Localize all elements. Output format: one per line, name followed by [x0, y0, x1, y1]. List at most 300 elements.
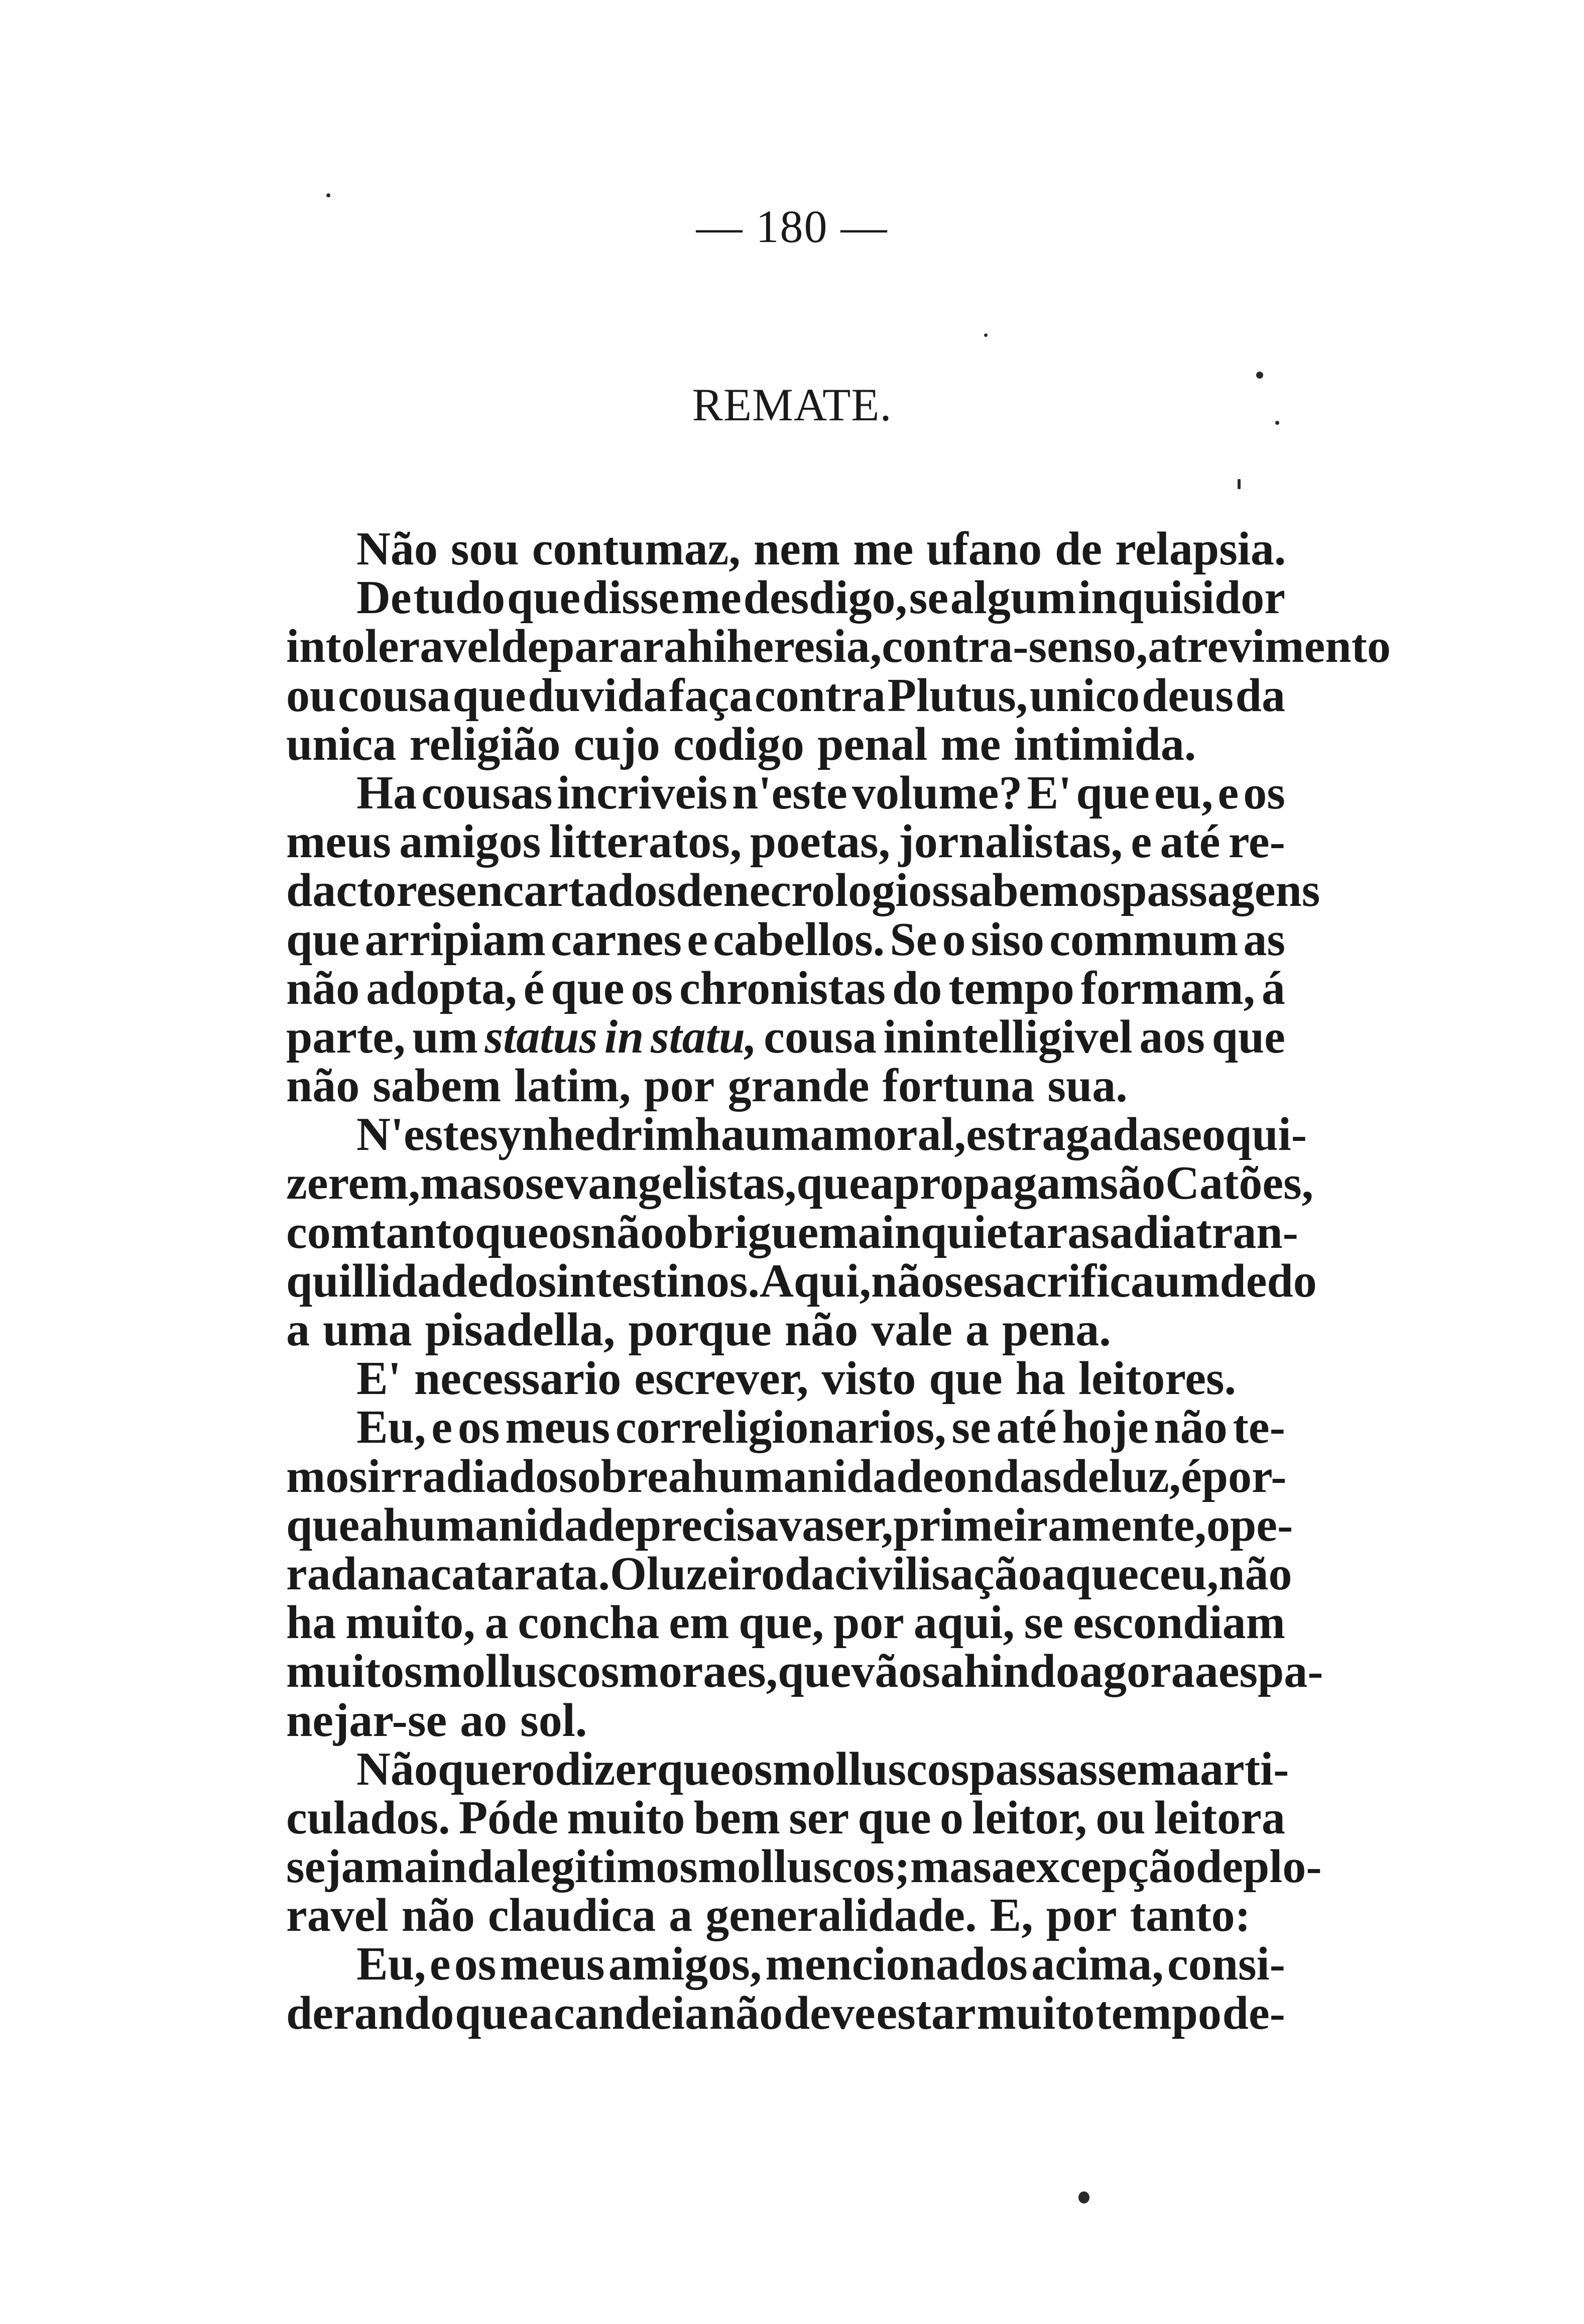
- word: cousas: [421, 766, 553, 819]
- word: molluscos: [772, 1742, 969, 1795]
- word: mos: [286, 1450, 368, 1502]
- word: me: [853, 523, 914, 575]
- word: de: [1055, 523, 1103, 575]
- word: deplo-: [1195, 1840, 1322, 1893]
- word: primeiramente,: [893, 1498, 1206, 1551]
- text-line: [286, 1696, 1285, 1745]
- word: necrologios: [723, 864, 950, 917]
- text-line: [286, 1254, 1317, 1307]
- text-line: [286, 1598, 1285, 1647]
- word: sou: [450, 523, 519, 575]
- word: uma: [744, 1108, 834, 1161]
- word: não: [1154, 1401, 1228, 1454]
- word: a: [359, 1498, 384, 1551]
- word: a: [668, 1450, 692, 1502]
- text-line: [286, 1010, 1285, 1063]
- word: Plutus,: [887, 669, 1028, 722]
- word: N'este: [356, 1108, 480, 1161]
- ink-speck: [1275, 421, 1279, 425]
- word: tempo: [1095, 1987, 1222, 2039]
- word: encartados: [455, 864, 676, 917]
- word: não: [784, 1304, 859, 1356]
- word: vão: [851, 1645, 922, 1698]
- word: dactores: [286, 864, 456, 917]
- word: status: [484, 1010, 598, 1063]
- word: penal: [817, 718, 928, 770]
- word: é: [523, 962, 545, 1014]
- text-line: [286, 720, 1285, 769]
- word: espa-: [1218, 1645, 1323, 1698]
- word: inquietar: [881, 1206, 1068, 1258]
- word: quero: [437, 1742, 555, 1795]
- text-line: [286, 1157, 1314, 1210]
- text-line: [286, 1547, 1292, 1600]
- word: os: [454, 1938, 497, 1991]
- word: de-: [1222, 1987, 1285, 2039]
- word: concha: [518, 1596, 660, 1649]
- word: deparar: [501, 620, 664, 673]
- word: se: [944, 1254, 984, 1307]
- word: tempo: [948, 962, 1074, 1014]
- word: dedo: [1220, 1254, 1317, 1307]
- word: ainda: [404, 1840, 517, 1893]
- word: luz,: [1109, 1450, 1181, 1502]
- word: á: [1261, 962, 1285, 1014]
- word: que: [551, 962, 625, 1014]
- word: até: [1160, 816, 1221, 868]
- word: ufano: [926, 523, 1042, 575]
- word: a: [1194, 1645, 1219, 1698]
- word: que: [1211, 1010, 1285, 1063]
- word: agora: [1079, 1645, 1195, 1698]
- word: amigos,: [608, 1938, 762, 1991]
- word: re-: [1228, 816, 1285, 868]
- word: mencionados: [765, 1938, 1028, 1991]
- word: candeia: [553, 1987, 709, 2039]
- word: statu,: [650, 1010, 757, 1063]
- word: que: [929, 1352, 1003, 1405]
- word: sua.: [1047, 1060, 1128, 1112]
- word: do: [892, 962, 942, 1014]
- word: que: [796, 1157, 870, 1210]
- word: os: [457, 1401, 500, 1454]
- text-line: [286, 1940, 1285, 1989]
- word: Eu,: [356, 1938, 426, 1991]
- word: na: [381, 1547, 431, 1600]
- word: rada: [286, 1547, 381, 1600]
- word: commum: [1049, 913, 1239, 966]
- word: fortuna: [882, 1060, 1035, 1112]
- word: consi-: [1167, 1938, 1285, 1991]
- word: muitos: [286, 1645, 423, 1698]
- text-line: [286, 573, 1285, 622]
- word: arti-: [1199, 1742, 1289, 1795]
- word: dizer: [555, 1742, 657, 1795]
- word: litteratos,: [549, 816, 742, 868]
- word: sejam: [286, 1840, 404, 1893]
- word: mas: [420, 1157, 502, 1210]
- word: intimida.: [1014, 718, 1196, 770]
- word: E,: [990, 1889, 1033, 1942]
- word: civilisação: [834, 1547, 1042, 1600]
- word: nejar-se: [286, 1694, 447, 1747]
- word: a: [870, 1157, 894, 1210]
- word: muito: [567, 1791, 685, 1844]
- word: intestinos.: [556, 1254, 760, 1307]
- text-line: [286, 1891, 1285, 1940]
- word: faça: [669, 669, 753, 722]
- text-line: [286, 766, 1285, 819]
- word: porque: [628, 1304, 772, 1356]
- word: zerem,: [286, 1157, 420, 1210]
- ink-speck: [1238, 479, 1241, 489]
- chapter-title: REMATE.: [692, 379, 892, 430]
- word: sobre: [559, 1450, 668, 1502]
- word: e: [1217, 766, 1239, 819]
- text-line: [286, 1354, 1285, 1403]
- word: contumaz,: [532, 523, 741, 575]
- word: passassem: [969, 1742, 1176, 1795]
- word: é: [1181, 1450, 1202, 1502]
- word: leitores.: [1078, 1352, 1237, 1405]
- word: grande: [727, 1060, 870, 1112]
- word: correligionarios,: [615, 1401, 946, 1454]
- word: deve: [783, 1987, 876, 2039]
- word: ha: [1015, 1352, 1065, 1405]
- text-line: [286, 1108, 1307, 1161]
- ink-speck: [984, 333, 988, 337]
- word: ahi: [663, 620, 727, 673]
- word: O: [610, 1547, 647, 1600]
- word: claudica: [488, 1889, 656, 1942]
- word: ser: [789, 1791, 849, 1844]
- word: disse: [582, 571, 680, 624]
- word: ha: [694, 1108, 745, 1161]
- word: e: [429, 1938, 451, 1991]
- word: um: [1154, 1254, 1220, 1307]
- word: vale: [871, 1304, 953, 1356]
- word: derando: [286, 1987, 454, 2039]
- word: por: [833, 1596, 904, 1649]
- word: unico: [1029, 669, 1140, 722]
- word: te-: [1233, 1401, 1285, 1454]
- word: E': [1027, 766, 1072, 819]
- word: se: [951, 1401, 991, 1454]
- word: a: [286, 1304, 310, 1356]
- word: leitora: [1154, 1791, 1285, 1844]
- word: desdigo,: [743, 571, 908, 624]
- word: não: [709, 1987, 783, 2039]
- word: aqui,: [913, 1596, 1015, 1649]
- word: Aqui,: [759, 1254, 872, 1307]
- text-line: [286, 1791, 1285, 1844]
- word: sadia: [1091, 1206, 1196, 1258]
- word: passagens: [1121, 864, 1320, 917]
- word: Eu,: [356, 1401, 426, 1454]
- word: eu,: [1154, 766, 1213, 819]
- word: muito,: [345, 1596, 475, 1649]
- word: religião: [409, 718, 561, 770]
- word: meus: [286, 816, 391, 868]
- word: sahindo: [922, 1645, 1079, 1698]
- word: a: [965, 1304, 990, 1356]
- word: irradiado: [367, 1450, 559, 1502]
- word: E': [356, 1352, 401, 1405]
- word: nem: [753, 523, 840, 575]
- word: meus: [505, 1401, 611, 1454]
- word: tudo: [413, 571, 506, 624]
- word: ou: [286, 669, 336, 722]
- word: escondiam: [1072, 1596, 1285, 1649]
- word: culados.: [286, 1791, 450, 1844]
- word: Póde: [458, 1791, 559, 1844]
- word: formam,: [1080, 962, 1255, 1014]
- word: sabem: [373, 1060, 502, 1112]
- word: se: [1024, 1596, 1064, 1649]
- word: dos: [488, 1254, 557, 1307]
- word: Não: [356, 523, 438, 575]
- word: hoje: [1062, 1401, 1149, 1454]
- word: a: [484, 1596, 509, 1649]
- word: tran-: [1196, 1206, 1298, 1258]
- word: sol.: [520, 1694, 587, 1747]
- word: moraes,: [619, 1645, 778, 1698]
- word: contra: [754, 669, 886, 722]
- word: não: [1219, 1547, 1292, 1600]
- word: ser,: [825, 1498, 894, 1551]
- word: estar: [876, 1987, 976, 2039]
- word: Catões,: [1165, 1157, 1314, 1210]
- word: a: [529, 1987, 553, 2039]
- word: cujo: [573, 718, 660, 770]
- word: relapsia.: [1115, 523, 1286, 575]
- word: intoleravel: [286, 620, 502, 673]
- word: aqueceu,: [1041, 1547, 1219, 1600]
- word: quillidade: [286, 1254, 489, 1307]
- word: legitimos: [517, 1840, 698, 1893]
- ink-speck: [1256, 372, 1263, 379]
- word: que: [452, 669, 526, 722]
- word: incriveis: [557, 766, 727, 819]
- word: da: [784, 1547, 835, 1600]
- word: não: [401, 1889, 475, 1942]
- word: ope-: [1206, 1498, 1293, 1551]
- word: qui-: [1226, 1108, 1307, 1161]
- word: duvida: [528, 669, 667, 722]
- word: catarata.: [430, 1547, 610, 1600]
- word: que,: [739, 1596, 824, 1649]
- word: latim,: [514, 1060, 631, 1112]
- word: os: [730, 1742, 773, 1795]
- word: a: [858, 1206, 882, 1258]
- word: as: [1243, 913, 1285, 966]
- word: visto: [821, 1352, 916, 1405]
- word: molluscos: [422, 1645, 620, 1698]
- word: se: [909, 571, 949, 624]
- word: tanto: [370, 1206, 475, 1258]
- word: necessario: [414, 1352, 622, 1405]
- word: os: [631, 962, 673, 1014]
- word: tanto:: [1130, 1889, 1251, 1942]
- text-line: [286, 1498, 1293, 1551]
- word: até: [996, 1401, 1057, 1454]
- word: que: [858, 1791, 931, 1844]
- text-line: [286, 620, 1391, 673]
- word: heresia,: [726, 620, 882, 673]
- word: são: [1100, 1157, 1166, 1210]
- word: os: [1243, 766, 1285, 819]
- word: obriguem: [664, 1206, 858, 1258]
- text-line: [286, 1742, 1289, 1795]
- word: a: [991, 1840, 1015, 1893]
- word: por-: [1201, 1450, 1287, 1502]
- word: que: [657, 1742, 731, 1795]
- word: pisadella,: [425, 1304, 616, 1356]
- word: ao: [460, 1694, 508, 1747]
- word: por: [644, 1060, 715, 1112]
- word: n'este: [732, 766, 847, 819]
- text-line: [286, 818, 1285, 866]
- word: por: [1046, 1889, 1117, 1942]
- word: unica: [286, 718, 397, 770]
- text-line: [286, 671, 1285, 720]
- word: moral,: [833, 1108, 966, 1161]
- word: chronistas: [679, 962, 886, 1014]
- word: generalidade.: [705, 1889, 977, 1942]
- word: não: [286, 962, 360, 1014]
- word: e: [1131, 816, 1152, 868]
- body-text: [286, 523, 1391, 2039]
- word: os: [548, 1206, 590, 1258]
- word: ha: [286, 1596, 336, 1649]
- word: não: [590, 1206, 664, 1258]
- word: arripiam: [364, 913, 546, 966]
- word: não: [871, 1254, 945, 1307]
- word: parte,: [286, 1010, 406, 1063]
- word: aos: [1139, 1010, 1205, 1063]
- word: em: [669, 1596, 729, 1649]
- word: Ha: [356, 766, 417, 819]
- word: de: [676, 864, 723, 917]
- text-line: [286, 915, 1285, 964]
- word: estragada: [966, 1108, 1163, 1161]
- word: a: [669, 1889, 693, 1942]
- word: me: [940, 718, 1001, 770]
- word: deus: [1142, 669, 1234, 722]
- page-number: — 180 —: [696, 201, 888, 252]
- word: inintelligivel: [883, 1010, 1133, 1063]
- word: e: [687, 913, 708, 966]
- word: propagam: [893, 1157, 1100, 1210]
- word: cabellos.: [713, 913, 885, 966]
- word: o: [940, 1791, 964, 1844]
- word: os: [501, 1157, 544, 1210]
- word: a: [1067, 1206, 1091, 1258]
- word: a: [1176, 1742, 1200, 1795]
- word: um: [412, 1010, 478, 1063]
- word: se: [1162, 1108, 1202, 1161]
- word: que: [1076, 766, 1150, 819]
- word: que: [455, 1987, 529, 2039]
- ink-speck: [326, 193, 330, 197]
- word: synhedrim: [479, 1108, 695, 1161]
- text-line: [286, 1452, 1285, 1501]
- word: contra-senso,: [882, 620, 1148, 673]
- word: volume?: [851, 766, 1023, 819]
- word: excepção: [1015, 1840, 1196, 1893]
- word: Se: [890, 913, 937, 966]
- word: luzeiro: [646, 1547, 785, 1600]
- text-line: [286, 1306, 1285, 1354]
- word: uma: [323, 1304, 412, 1356]
- text-line: [286, 1206, 1298, 1258]
- word: me: [681, 571, 742, 624]
- word: molluscos;: [697, 1840, 910, 1893]
- word: muito: [977, 1987, 1095, 2039]
- text-line: [286, 1403, 1285, 1452]
- word: sabemos: [950, 864, 1121, 917]
- word: precisava: [635, 1498, 826, 1551]
- word: bem: [693, 1791, 780, 1844]
- word: o: [1202, 1108, 1226, 1161]
- word: cousa: [764, 1010, 877, 1063]
- ink-speck: [1078, 2191, 1089, 2203]
- word: carnes: [550, 913, 682, 966]
- word: que: [507, 571, 581, 624]
- word: e: [431, 1401, 453, 1454]
- text-line: [286, 525, 1285, 573]
- word: algum: [950, 571, 1076, 624]
- word: não: [286, 1060, 360, 1112]
- word: ravel: [286, 1889, 389, 1942]
- word: inquisidor: [1078, 571, 1285, 624]
- word: Não: [356, 1742, 438, 1795]
- word: que: [286, 913, 360, 966]
- word: evangelistas,: [543, 1157, 797, 1210]
- text-line: [286, 964, 1285, 1013]
- word: humanidade: [691, 1450, 944, 1502]
- word: cousa: [338, 669, 451, 722]
- word: ondas: [943, 1450, 1062, 1502]
- word: da: [1235, 669, 1285, 722]
- word: acima,: [1031, 1938, 1164, 1991]
- word: escrever,: [634, 1352, 809, 1405]
- word: De: [356, 571, 412, 624]
- word: de: [1061, 1450, 1109, 1502]
- word: in: [604, 1010, 644, 1063]
- word: com: [286, 1206, 371, 1258]
- text-line: [286, 864, 1320, 917]
- text-line: [286, 1989, 1285, 2038]
- word: siso: [970, 913, 1045, 966]
- word: meus: [500, 1938, 605, 1991]
- word: pena.: [1002, 1304, 1111, 1356]
- word: amigos: [399, 816, 541, 868]
- text-line: [286, 1840, 1322, 1893]
- word: ou: [1095, 1791, 1146, 1844]
- word: poetas,: [750, 816, 891, 868]
- word: sacrifica: [984, 1254, 1154, 1307]
- word: que: [286, 1498, 360, 1551]
- text-line: [286, 1062, 1285, 1110]
- text-line: [286, 1645, 1323, 1698]
- word: jornalistas,: [898, 816, 1123, 868]
- word: que: [778, 1645, 851, 1698]
- word: codigo: [673, 718, 804, 770]
- word: atrevimento: [1148, 620, 1391, 673]
- word: adopta,: [366, 962, 517, 1014]
- word: que: [474, 1206, 549, 1258]
